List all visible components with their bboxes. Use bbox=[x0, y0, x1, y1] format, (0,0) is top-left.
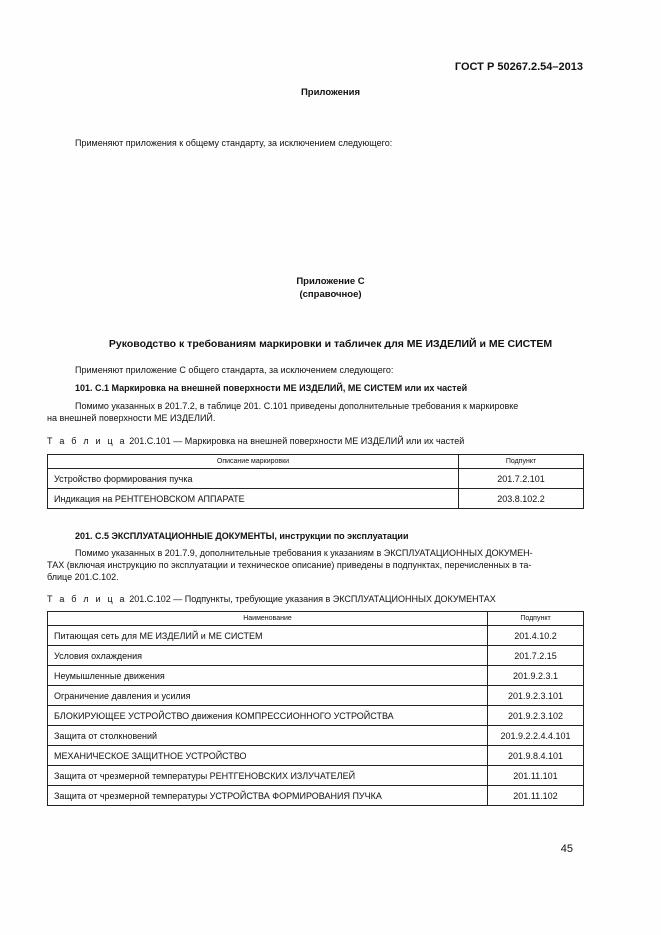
table-header-cell: Подпункт bbox=[488, 612, 584, 626]
table-cell: 201.11.101 bbox=[488, 766, 584, 786]
table1 bbox=[47, 454, 584, 509]
table-cell: МЕХАНИЧЕСКОЕ ЗАЩИТНОЕ УСТРОЙСТВО bbox=[48, 746, 488, 766]
table-cell: Индикация на РЕНТГЕНОВСКОМ АППАРАТЕ bbox=[48, 489, 459, 509]
table-cell: Питающая сеть для МЕ ИЗДЕЛИЙ и МЕ СИСТЕМ bbox=[48, 626, 488, 646]
table-row bbox=[48, 666, 584, 686]
table-cell: 201.9.8.4.101 bbox=[488, 746, 584, 766]
table-cell: 201.11.102 bbox=[488, 786, 584, 806]
table-header-row bbox=[48, 455, 584, 469]
table-cell: Ограничение давления и усилия bbox=[48, 686, 488, 706]
table-cell: 201.9.2.2.4.4.101 bbox=[488, 726, 584, 746]
section1-paragraph-line1: Помимо указанных в 201.7.2, в таблице 201. С.101 приведены дополнительные требования к маркировке bbox=[75, 401, 519, 411]
table-header-cell: Описание маркировки bbox=[48, 455, 459, 469]
table-row bbox=[48, 706, 584, 726]
table2-caption-prefix: Т а б л и ц а bbox=[47, 594, 127, 604]
annex-heading: Руководство к требованиям маркировки и табличек для МЕ ИЗДЕЛИЙ и МЕ СИСТЕМ bbox=[108, 338, 553, 350]
annex-title: Приложение С bbox=[296, 276, 365, 287]
table-header-cell: Наименование bbox=[48, 612, 488, 626]
table-cell: 201.9.2.3.101 bbox=[488, 686, 584, 706]
table-cell: БЛОКИРУЮЩЕЕ УСТРОЙСТВО движения КОМПРЕССИОННОГО УСТРОЙСТВА bbox=[48, 706, 488, 726]
table-cell: Защита от чрезмерной температуры УСТРОЙСТВА ФОРМИРОВАНИЯ ПУЧКА bbox=[48, 786, 488, 806]
table-cell: Условия охлаждения bbox=[48, 646, 488, 666]
table-row bbox=[48, 646, 584, 666]
table-row bbox=[48, 489, 584, 509]
table2-caption bbox=[47, 594, 496, 604]
table-cell: Устройство формирования пучка bbox=[48, 469, 459, 489]
table-row bbox=[48, 686, 584, 706]
table-row bbox=[48, 726, 584, 746]
table-cell: 201.9.2.3.1 bbox=[488, 666, 584, 686]
table-row bbox=[48, 746, 584, 766]
table2 bbox=[47, 611, 584, 806]
table2-caption-text: 201.С.102 — Подпункты, требующие указания в ЭКСПЛУАТАЦИОННЫХ ДОКУМЕНТАХ bbox=[129, 594, 496, 604]
table-cell: 203.8.102.2 bbox=[459, 489, 584, 509]
table-row bbox=[48, 626, 584, 646]
table-row bbox=[48, 469, 584, 489]
table-row bbox=[48, 766, 584, 786]
table-cell: 201.9.2.3.102 bbox=[488, 706, 584, 726]
table-header-cell: Подпункт bbox=[459, 455, 584, 469]
standard-number: ГОСТ Р 50267.2.54–2013 bbox=[454, 61, 583, 73]
section2-heading: 201. С.5 ЭКСПЛУАТАЦИОННЫЕ ДОКУМЕНТЫ, инструкции по эксплуатации bbox=[75, 531, 409, 541]
table-cell: Неумышленные движения bbox=[48, 666, 488, 686]
table-row bbox=[48, 786, 584, 806]
section2-paragraph-line2: ТАХ (включая инструкцию по эксплуатации и техническое описание) приведены в подпунктах, перечисленных в та- bbox=[47, 560, 532, 570]
table1-caption-prefix: Т а б л и ц а bbox=[47, 436, 127, 446]
section1-paragraph-line2: на внешней поверхности МЕ ИЗДЕЛИЙ. bbox=[47, 413, 216, 423]
appendices-intro: Применяют приложения к общему стандарту, за исключением следующего: bbox=[75, 138, 393, 148]
section2-paragraph-line3: блице 201.С.102. bbox=[47, 572, 119, 582]
annex-subtitle: (справочное) bbox=[299, 289, 362, 300]
table-header-row bbox=[48, 612, 584, 626]
appendices-title: Приложения bbox=[300, 87, 361, 98]
table-cell: Защита от чрезмерной температуры РЕНТГЕНОВСКИХ ИЗЛУЧАТЕЛЕЙ bbox=[48, 766, 488, 786]
page-number: 45 bbox=[560, 843, 573, 855]
table-cell: 201.4.10.2 bbox=[488, 626, 584, 646]
section2-paragraph-line1: Помимо указанных в 201.7.9, дополнительные требования к указаниям в ЭКСПЛУАТАЦИОННЫХ ДОКУМЕН- bbox=[75, 548, 533, 558]
table1-caption bbox=[47, 436, 464, 446]
table1-caption-text: 201.С.101 — Маркировка на внешней поверхности МЕ ИЗДЕЛИЙ или их частей bbox=[129, 436, 465, 446]
table-cell: 201.7.2.101 bbox=[459, 469, 584, 489]
section1-heading: 101. С.1 Маркировка на внешней поверхности МЕ ИЗДЕЛИЙ, МЕ СИСТЕМ или их частей bbox=[75, 383, 468, 393]
table-cell: 201.7.2.15 bbox=[488, 646, 584, 666]
table-cell: Защита от столкновений bbox=[48, 726, 488, 746]
annex-intro: Применяют приложение С общего стандарта, за исключением следующего: bbox=[75, 365, 394, 375]
